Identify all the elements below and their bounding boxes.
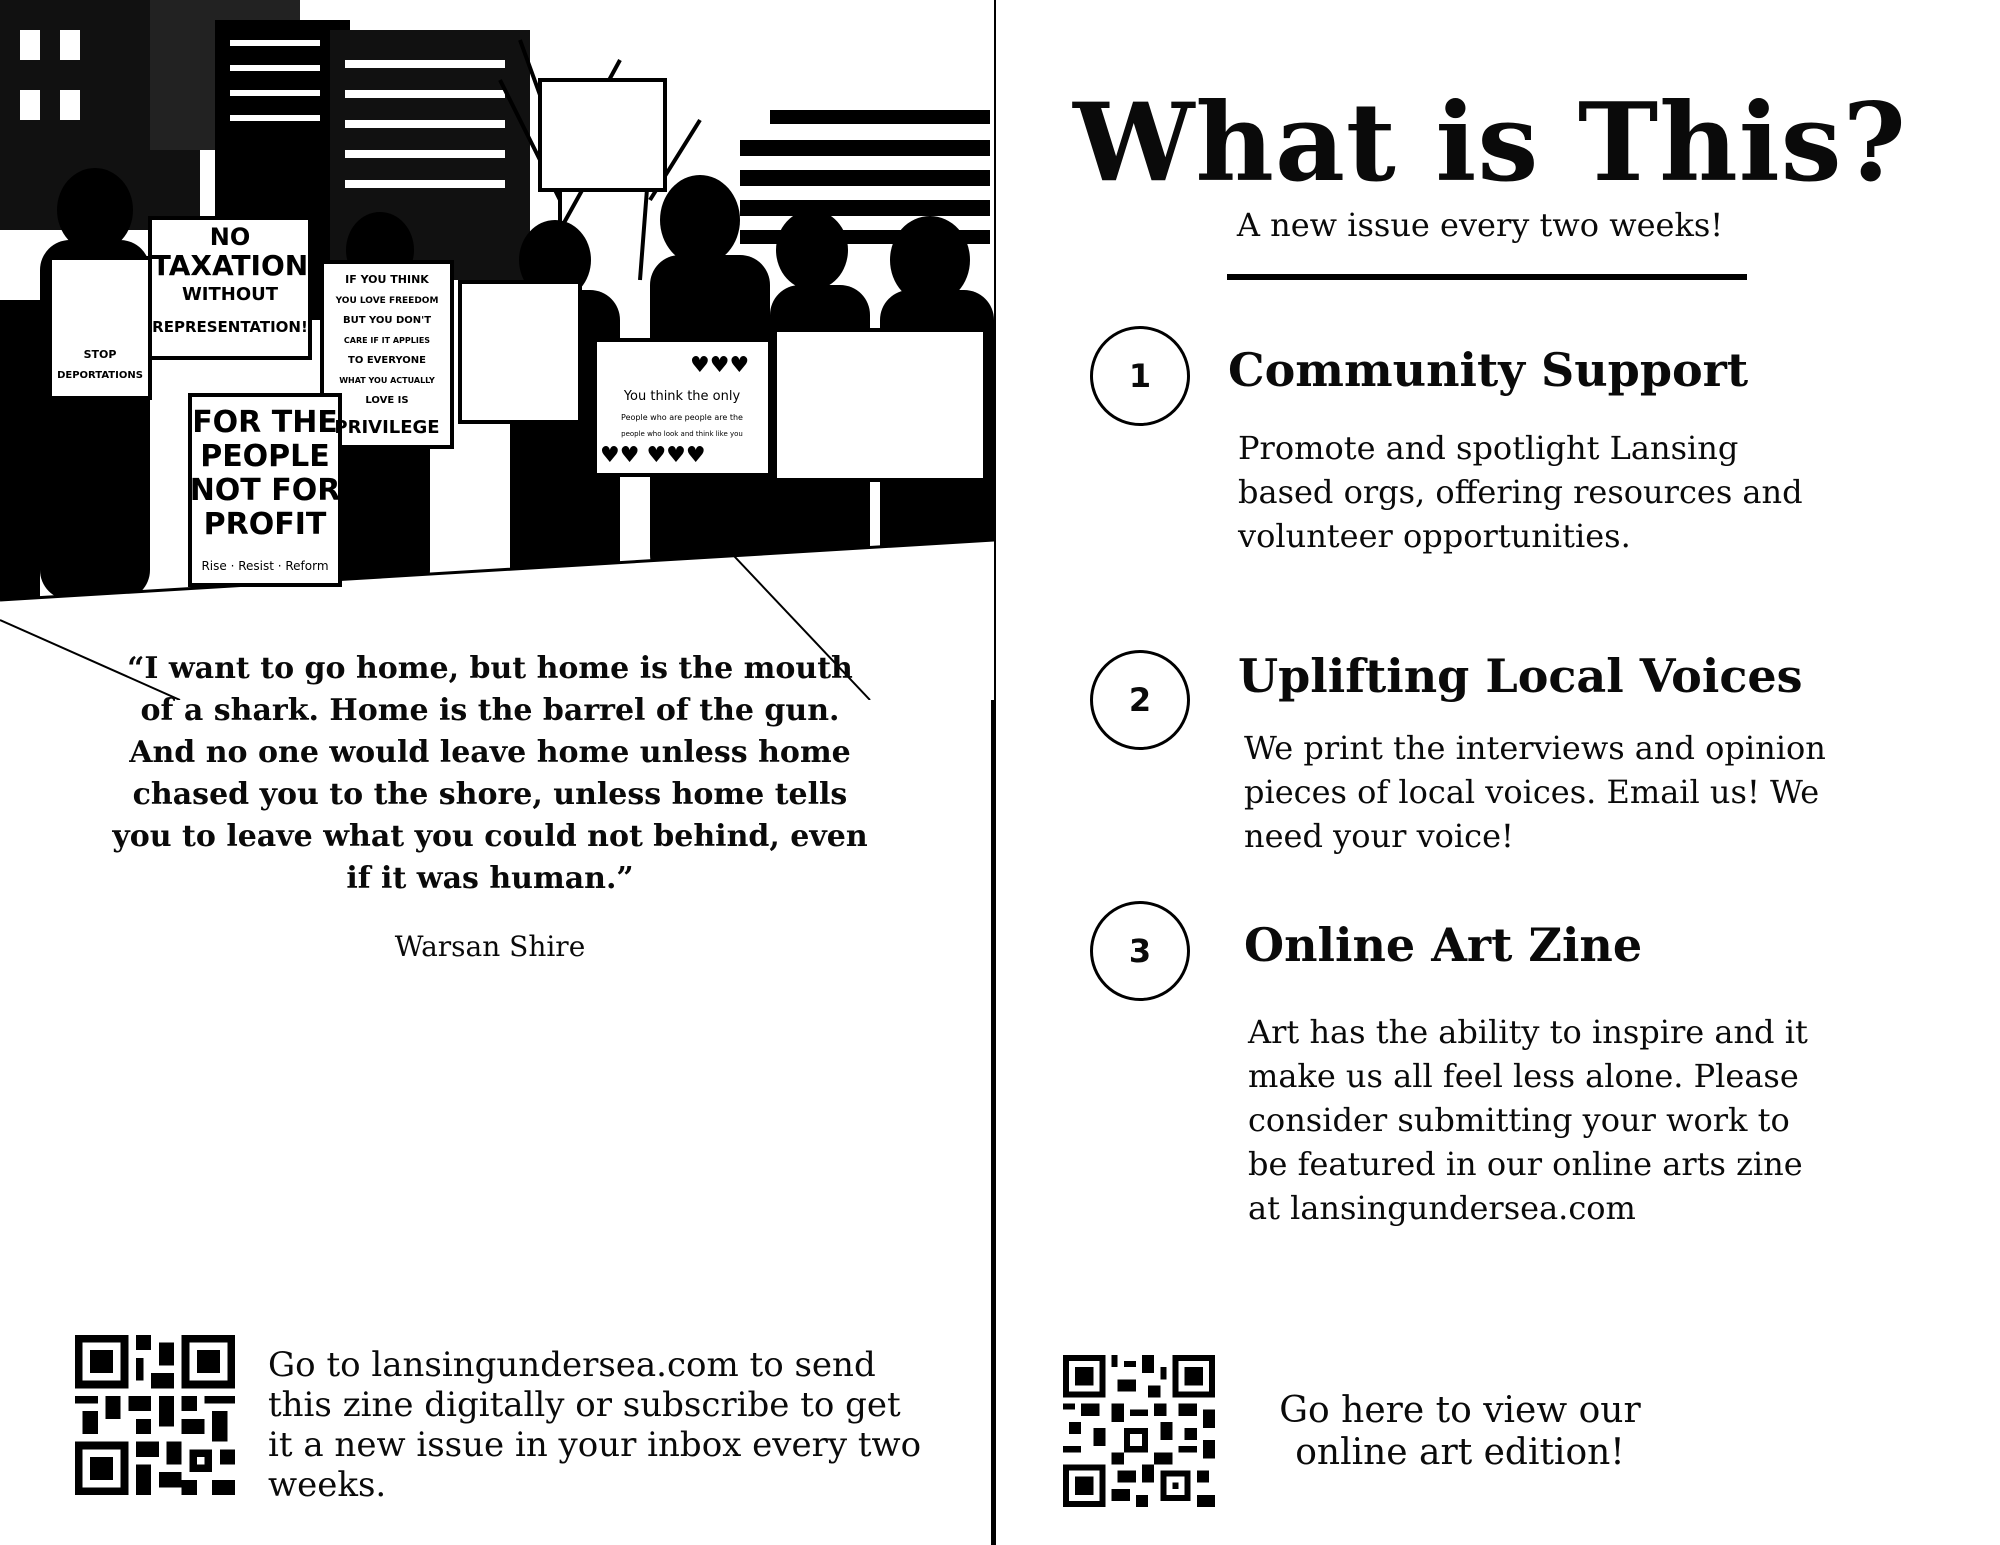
sign1-line2: TAXATION [151,249,309,282]
sign2-line2: YOU LOVE FREEDOM [335,296,439,306]
sign3-line5: Rise · Resist · Reform [201,559,329,573]
quote-author: Warsan Shire [394,930,586,963]
sign3-line4: PROFIT [203,507,327,542]
sign2-line3: BUT YOU DON'T [342,315,432,326]
section-number-1: 1 [1090,326,1190,426]
sign3-line1: FOR THE [192,405,338,440]
sign3-line2: PEOPLE [200,439,330,474]
section-body-uplifting-local-voices: We print the interviews and opinion pieces of local voices. Email us! We need your voice! [1244,729,1826,855]
title-rule [1227,274,1747,280]
sign2-line7: LOVE IS [365,395,409,406]
sign1-line1: NO [209,223,251,251]
section-number-2: 2 [1090,650,1190,750]
left-footer-text: Go to lansingundersea.com to send this zine digitally or subscribe to get it a new issue in your inbox every two weeks. [268,1345,922,1505]
protest-photo [0,0,994,700]
sign2-line1: IF YOU THINK [345,273,429,286]
sign2-line4: CARE IF IT APPLIES [343,336,431,345]
sign2-line8: PRIVILEGE [334,417,440,438]
page-title: What is This? [1073,80,1907,206]
qr-code-icon[interactable] [75,1335,235,1495]
svg-text:♥♥♥: ♥♥♥ [690,353,750,378]
section-heading-community-support: Community Support [1228,343,1749,397]
sign1-line4: REPRESENTATION! [152,318,308,336]
section-heading-online-art-zine: Online Art Zine [1244,918,1643,972]
quote-text: “I want to go home, but home is the mouth of a shark. Home is the barrel of the gun. And no one would leave home unless home chased you to the shore, unless home tells you to leave what you could not behind, even if it was human.” [112,651,868,896]
sign2-line6: WHAT YOU ACTUALLY [339,376,435,385]
sign1-line3: WITHOUT [181,284,279,305]
sign4-line2: People who are people are the [621,413,743,422]
right-footer-text: Go here to view our online art edition! [1279,1390,1641,1473]
section-heading-uplifting-local-voices: Uplifting Local Voices [1238,649,1803,703]
sign5-line1: STOP [83,348,117,361]
section-body-community-support: Promote and spotlight Lansing based orgs, offering resources and volunteer opportunities. [1238,429,1803,555]
sign2-line5: TO EVERYONE [348,355,426,366]
sign4-line1: You think the only [623,389,741,404]
section-number-3: 3 [1090,901,1190,1001]
sign3-line3: NOT FOR [189,473,341,508]
qr-code-icon[interactable] [1063,1355,1215,1507]
sign4-line3: people who look and think like you [621,430,743,438]
page-subtitle: A new issue every two weeks! [1236,206,1724,244]
sign5-line2: DEPORTATIONS [57,370,143,381]
svg-text:♥♥ ♥♥♥: ♥♥ ♥♥♥ [600,443,706,468]
section-body-online-art-zine: Art has the ability to inspire and it make us all feel less alone. Please consider submitting your work to be featured in our online arts zine at lansingundersea.com [1248,1013,1808,1227]
